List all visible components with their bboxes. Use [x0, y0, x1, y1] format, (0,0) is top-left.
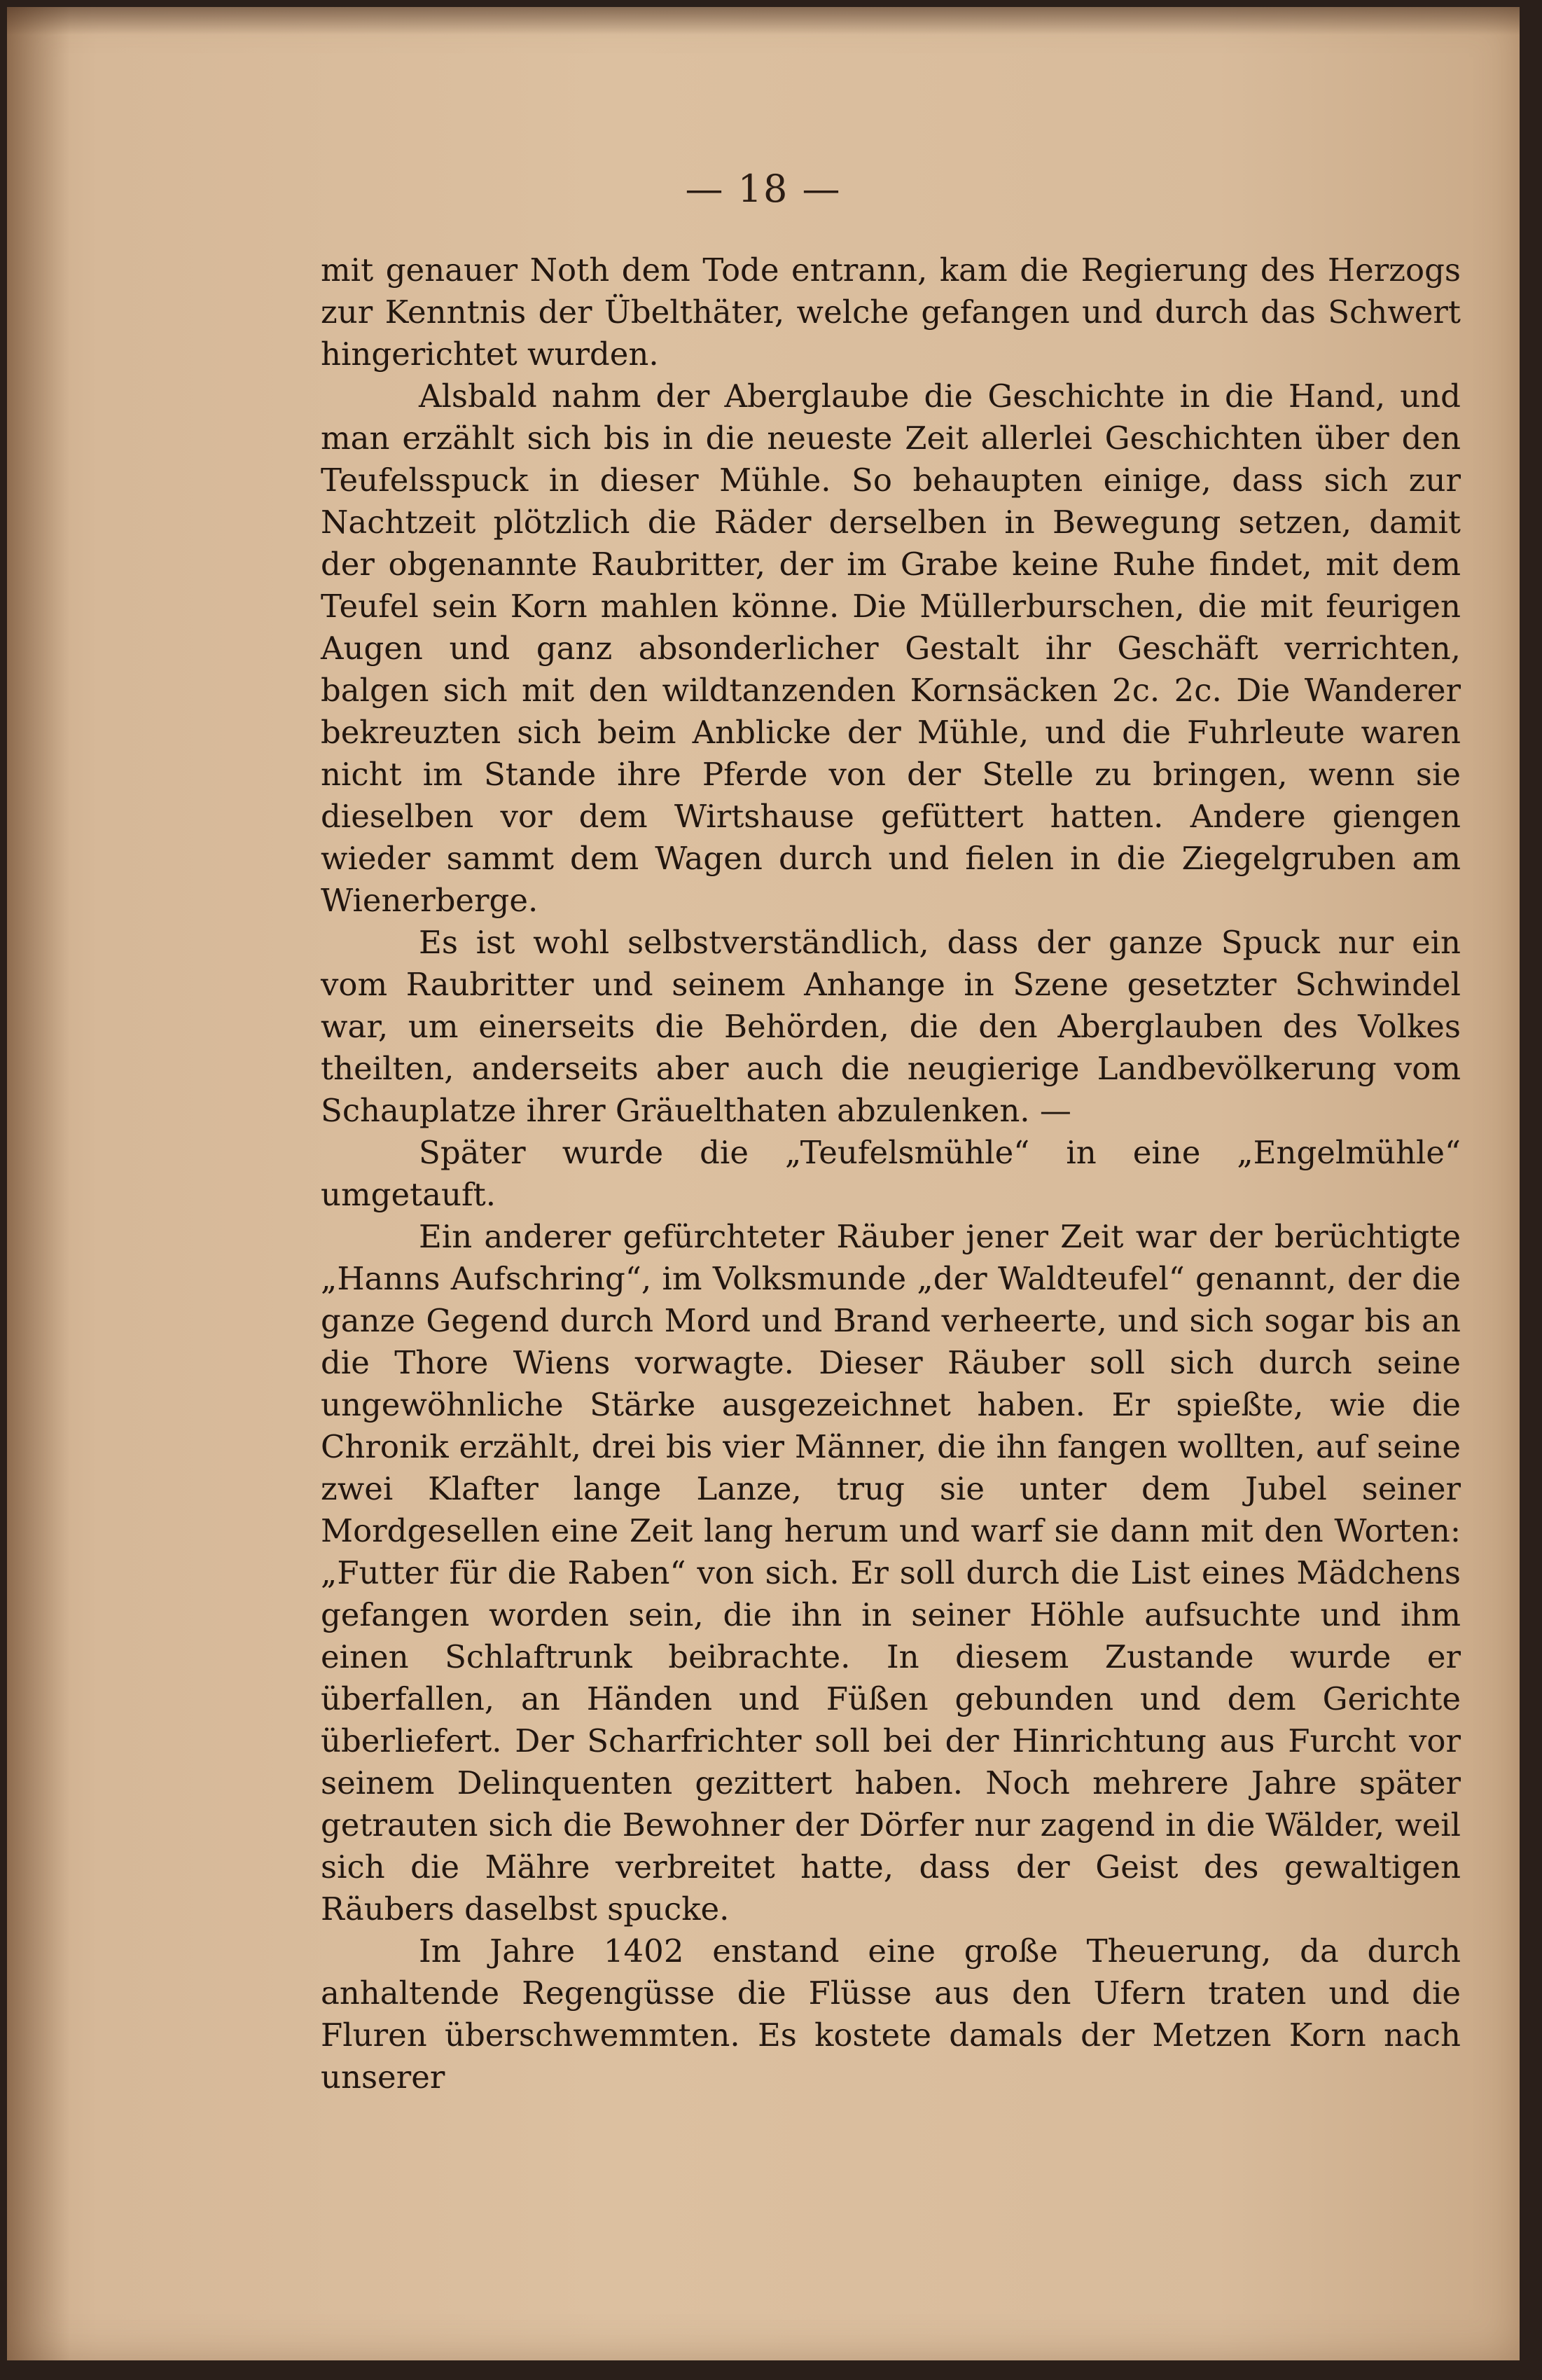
page-gutter-shadow [7, 7, 70, 2360]
paragraph-6: Im Jahre 1402 enstand eine große Theuerung, da durch anhaltende Regengüsse die Flüsse aus den Ufern traten und die Fluren überschwemmten. Es kostete damals der Metzen Korn nach unserer [321, 1932, 1461, 2096]
paragraph-3: Es ist wohl selbstverständlich, dass der ganze Spuck nur ein vom Raubritter und seinem Anhange in Szene gesetzter Schwindel war, um einerseits die Behörden, die den Aberglauben des Volkes theilten, anderseits aber auch die neugierige Landbevölkerung vom Schauplatze ihrer Gräuelthaten abzulenken. — [321, 924, 1461, 1129]
book-page [7, 7, 1520, 2360]
paragraph-1: mit genauer Noth dem Tode entrann, kam die Regierung des Herzogs zur Kenntnis der Übelthäter, welche gefangen und durch das Schwert hingerichtet wurden. [321, 251, 1461, 373]
body-text [321, 249, 1461, 2098]
paragraph-4: Später wurde die „Teufelsmühle“ in eine „Engelmühle“ umgetauft. [321, 1134, 1461, 1213]
page-number: — 18 — [685, 167, 842, 211]
paragraph-2: Alsbald nahm der Aberglaube die Geschichte in die Hand, und man erzählt sich bis in die neueste Zeit allerlei Geschichten über den Teufelsspuck in dieser Mühle. So behaupten einige, dass sich zur Nachtzeit plötzlich die Räder derselben in Bewegung setzen, damit der obgenannte Raubritter, der im Grabe keine Ruhe findet, mit dem Teufel sein Korn mahlen könne. Die Müllerburschen, die mit feurigen Augen und ganz absonderlicher Gestalt ihr Geschäft verrichten, balgen sich mit den wildtanzenden Kornsäcken 2c. 2c. Die Wanderer bekreuzten sich beim Anblicke der Mühle, und die Fuhrleute waren nicht im Stande ihre Pferde von der Stelle zu bringen, wenn sie dieselben vor dem Wirtshause gefüttert hatten. Andere giengen wieder sammt dem Wagen durch und fielen in die Ziegelgruben am Wienerberge. [321, 378, 1461, 919]
page-top-shadow [7, 7, 1520, 35]
paragraph-5: Ein anderer gefürchteter Räuber jener Zeit war der berüchtigte „Hanns Aufschring“, im Volksmunde „der Waldteufel“ genannt, der die ganze Gegend durch Mord und Brand verheerte, und sich sogar bis an die Thore Wiens vorwagte. Dieser Räuber soll sich durch seine ungewöhnliche Stärke ausgezeichnet haben. Er spießte, wie die Chronik erzählt, drei bis vier Männer, die ihn fangen wollten, auf seine zwei Klafter lange Lanze, trug sie unter dem Jubel seiner Mordgesellen eine Zeit lang herum und warf sie dann mit den Worten: „Futter für die Raben“ von sich. Er soll durch die List eines Mädchens gefangen worden sein, die ihn in seiner Höhle aufsuchte und ihm einen Schlaftrunk beibrachte. In diesem Zustande wurde er überfallen, an Händen und Füßen gebunden und dem Gerichte überliefert. Der Scharfrichter soll bei der Hinrichtung aus Furcht vor seinem Delinquenten gezittert haben. Noch mehrere Jahre später getrauten sich die Bewohner der Dörfer nur zagend in die Wälder, weil sich die Mähre verbreitet hatte, dass der Geist des gewaltigen Räubers daselbst spucke. [321, 1218, 1461, 1928]
